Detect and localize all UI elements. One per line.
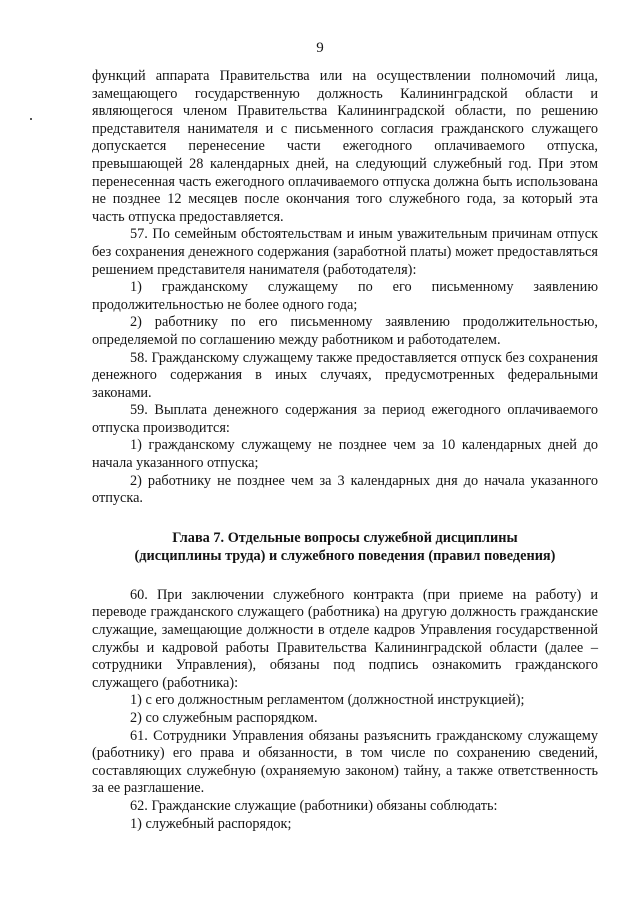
chapter-heading	[92, 529, 598, 565]
chapter-heading-line-1: Глава 7. Отдельные вопросы служебной дисциплины	[172, 529, 518, 546]
paragraph-59: 59. Выплата денежного содержания за период ежегодного оплачиваемого отпуска производится:	[92, 402, 598, 436]
scan-speck	[30, 118, 32, 120]
paragraph-57: 57. По семейным обстоятельствам и иным уважительным причинам отпуск без сохранения денежного содержания (заработной платы) может предоставляться решением представителя нанимателя (работодателя):	[92, 226, 598, 278]
chapter-heading-line-2: (дисциплины труда) и служебного поведения (правил поведения)	[134, 547, 556, 564]
page-number: 9	[316, 40, 324, 56]
paragraph-60: 60. При заключении служебного контракта (при приеме на работу) и переводе гражданского служащего (работника) на другую должность гражданские служащие, замещающие должности в отделе кадров Управления государственной службы и кадровой работы Правительства Калининградской области (далее – сотрудники Управления), обязаны под подпись ознакомить гражданского служащего (работника):	[92, 586, 598, 691]
paragraph-60-item-2: 2) со служебным распорядком.	[130, 710, 318, 726]
paragraph-58: 58. Гражданскому служащему также предоставляется отпуск без сохранения денежного содержания в иных случаях, предусмотренных федеральными законами.	[92, 349, 598, 401]
paragraph-61: 61. Сотрудники Управления обязаны разъяснить гражданскому служащему (работнику) его права и обязанности, в том числе по сохранению сведений, составляющих служебную (охраняемую законом) тайну, а также ответственность за ее разглашение.	[92, 727, 598, 797]
paragraph-57-item-2: 2) работнику по его письменному заявлению продолжительностью, определяемой по соглашению между работником и работодателем.	[92, 314, 598, 348]
paragraph-62: 62. Гражданские служащие (работники) обязаны соблюдать:	[130, 797, 498, 814]
document-body	[92, 68, 598, 833]
paragraph-62-item-1: 1) служебный распорядок;	[130, 815, 292, 832]
paragraph-59-item-2: 2) работнику не позднее чем за 3 календарных дня до начала указанного отпуска.	[92, 472, 598, 507]
paragraph-57-item-1: 1) гражданскому служащему по его письменному заявлению продолжительностью не более одного года;	[92, 279, 598, 313]
paragraph-59-item-1: 1) гражданскому служащему не позднее чем за 10 календарных дней до начала указанного отпуска;	[92, 437, 598, 472]
paragraph-60-item-1: 1) с его должностным регламентом (должностной инструкцией);	[130, 692, 525, 709]
paragraph-continuation: функций аппарата Правительства или на осуществлении полномочий лица, замещающего государственную должность Калининградской области и являющегося членом Правительства Калининградской области, по решению представителя нанимателя и с письменного согласия гражданского служащего допускается перенесение части ежегодного оплачиваемого отпуска, превышающей 28 календарных дней, на следующий служебный год. При этом перенесенная часть ежегодного оплачиваемого отпуска должна быть использована не позднее 12 месяцев после окончания того служебного года, за который эта часть отпуска предоставляется.	[92, 68, 598, 225]
